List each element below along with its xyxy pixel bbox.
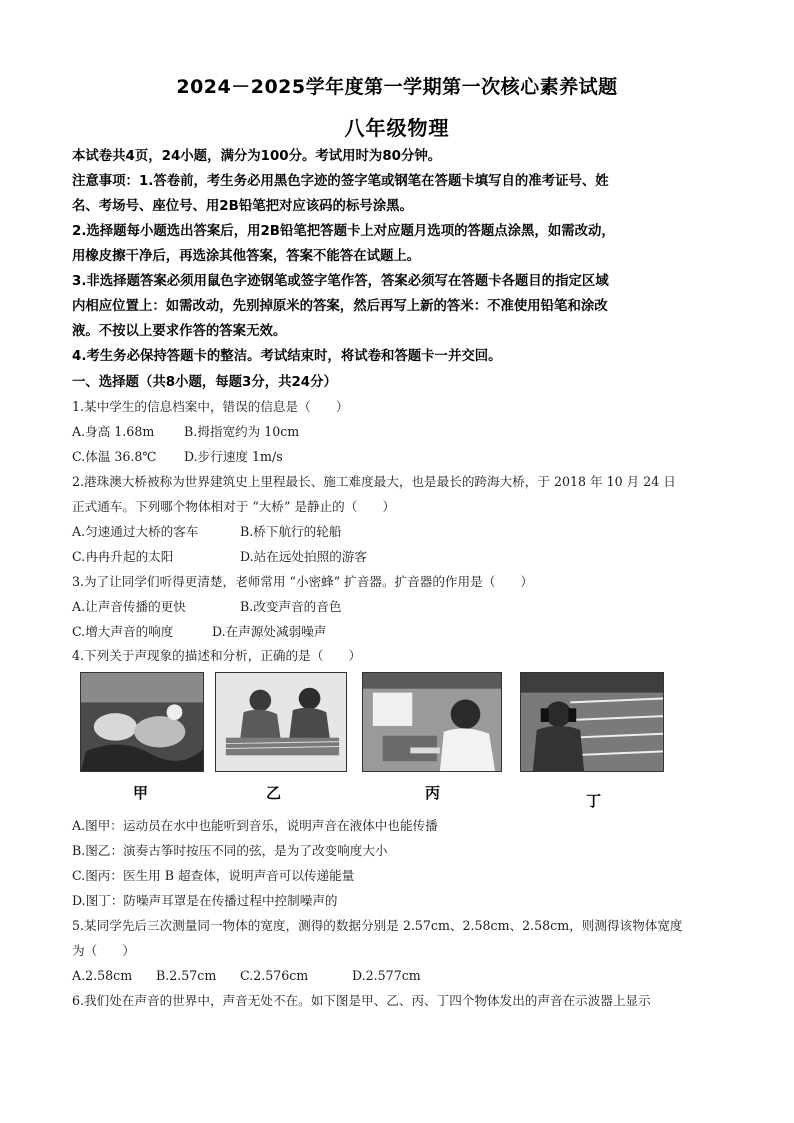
q2-option-a: A.匀速通过大桥的客车 <box>72 524 199 539</box>
exam-title: 2024－2025学年度第一学期第一次核心素养试题 <box>176 76 618 98</box>
instruction-line-6: 3.非选择题答案必须用鼠色字迹钢笔或签字笔作答，答案必须写在答题卡各题目的指定区域 <box>72 274 609 289</box>
q5-option-c: C.2.576cm <box>240 968 309 983</box>
instruction-line-1: 本试卷共4页，24小题，满分为100分。考试用时为80分钟。 <box>72 149 442 164</box>
question-1-stem: 1.某中学生的信息档案中，错误的信息是（ ） <box>72 399 349 414</box>
question-5-stem-line-1: 5.某同学先后三次测量同一物体的宽度，测得的数据分别是 2.57cm、2.58cm、2.58cm，则测得该物体宽度 <box>72 918 683 933</box>
q1-option-b: B.拇指宽约为 10cm <box>184 424 300 439</box>
q5-option-b: B.2.57cm <box>156 968 217 983</box>
question-3-stem: 3.为了让同学们听得更清楚，老师常用 “小密蜂” 扩音器。扩音器的作用是（ ） <box>72 574 534 589</box>
q2-option-b: B.桥下航行的轮船 <box>240 524 342 539</box>
q1-option-c: C.体温 36.8℃ <box>72 449 157 464</box>
q3-option-d: D.在声源处减弱噪声 <box>212 624 327 639</box>
instruction-line-2: 注意事项：1.答卷前，考生务必用黑色字迹的签字笔或钢笔在答题卡填写自的准考证号、姓 <box>72 174 609 189</box>
q3-option-a: A.让声音传播的更快 <box>72 599 186 614</box>
exam-subject: 八年级物理 <box>344 116 450 140</box>
photo-jia-swimmer <box>80 672 204 772</box>
question-2-stem-line-2: 正式通车。下列哪个物体相对于 “大桥” 是静止的（ ） <box>72 499 396 514</box>
instruction-line-4: 2.选择题每小题选出答案后，用2B铅笔把答题卡上对应题月选项的答题点涂黑，如需改动， <box>72 224 615 239</box>
q3-option-c: C.增大声音的响度 <box>72 624 174 639</box>
q4-option-c: C.图丙：医生用 B 超查体，说明声音可以传递能量 <box>72 868 355 883</box>
q1-option-d: D.步行速度 1m/s <box>184 449 283 464</box>
q2-option-d: D.站在远处拍照的游客 <box>240 549 367 564</box>
question-5-stem-line-2: 为（ ） <box>72 943 135 958</box>
question-4-stem: 4.下列关于声现象的描述和分析，正确的是（ ） <box>72 648 362 663</box>
instruction-line-7: 内相应位置上：如需改动，先别掉原米的答案，然后再写上新的答米：不准使用铅笔和涂改 <box>72 299 608 314</box>
photo-label-jia: 甲 <box>133 784 149 802</box>
question-6-stem: 6.我们处在声音的世界中，声音无处不在。如下图是甲、乙、丙、丁四个物体发出的声音在示波器上显示 <box>72 993 651 1008</box>
q1-option-a: A.身高 1.68m <box>72 424 155 439</box>
q4-option-a: A.图甲：运动员在水中也能听到音乐，说明声音在液体中也能传播 <box>72 818 438 833</box>
photo-yi-guzheng <box>215 672 347 772</box>
question-2-stem-line-1: 2.港珠澳大桥被称为世界建筑史上里程最长、施工难度最大，也是最长的跨海大桥，于 2018 年 10 月 24 日 <box>72 474 676 489</box>
q5-option-d: D.2.577cm <box>352 968 421 983</box>
instruction-line-3: 名、考场号、座位号、用2B铅笔把对应该码的标号涂黑。 <box>72 199 413 214</box>
q3-option-b: B.改变声音的音色 <box>240 599 342 614</box>
photo-label-bing: 丙 <box>425 784 441 802</box>
photo-ding-earmuff-worker <box>520 672 664 772</box>
instruction-line-8: 液。不按以上要求作答的答案无效。 <box>72 324 287 339</box>
photo-label-ding: 丁 <box>586 792 602 810</box>
q4-option-d: D.图丁：防噪声耳罩是在传播过程中控制噪声的 <box>72 893 338 908</box>
photo-label-yi: 乙 <box>266 784 282 802</box>
instruction-line-9: 4.考生务必保持答题卡的整洁。考试结束时，将试卷和答题卡一并交回。 <box>72 349 502 364</box>
q4-option-b: B.图乙：演奏古筝时按压不同的弦，是为了改变响度大小 <box>72 843 388 858</box>
photo-bing-doctor-ultrasound <box>362 672 502 772</box>
q5-option-a: A.2.58cm <box>72 968 133 983</box>
instruction-line-5: 用橡皮擦干净后，再选涂其他答案，答案不能答在试题上。 <box>72 249 421 264</box>
section-title: 一、选择题（共8小题，每题3分，共24分） <box>72 375 337 390</box>
q2-option-c: C.冉冉升起的太阳 <box>72 549 174 564</box>
